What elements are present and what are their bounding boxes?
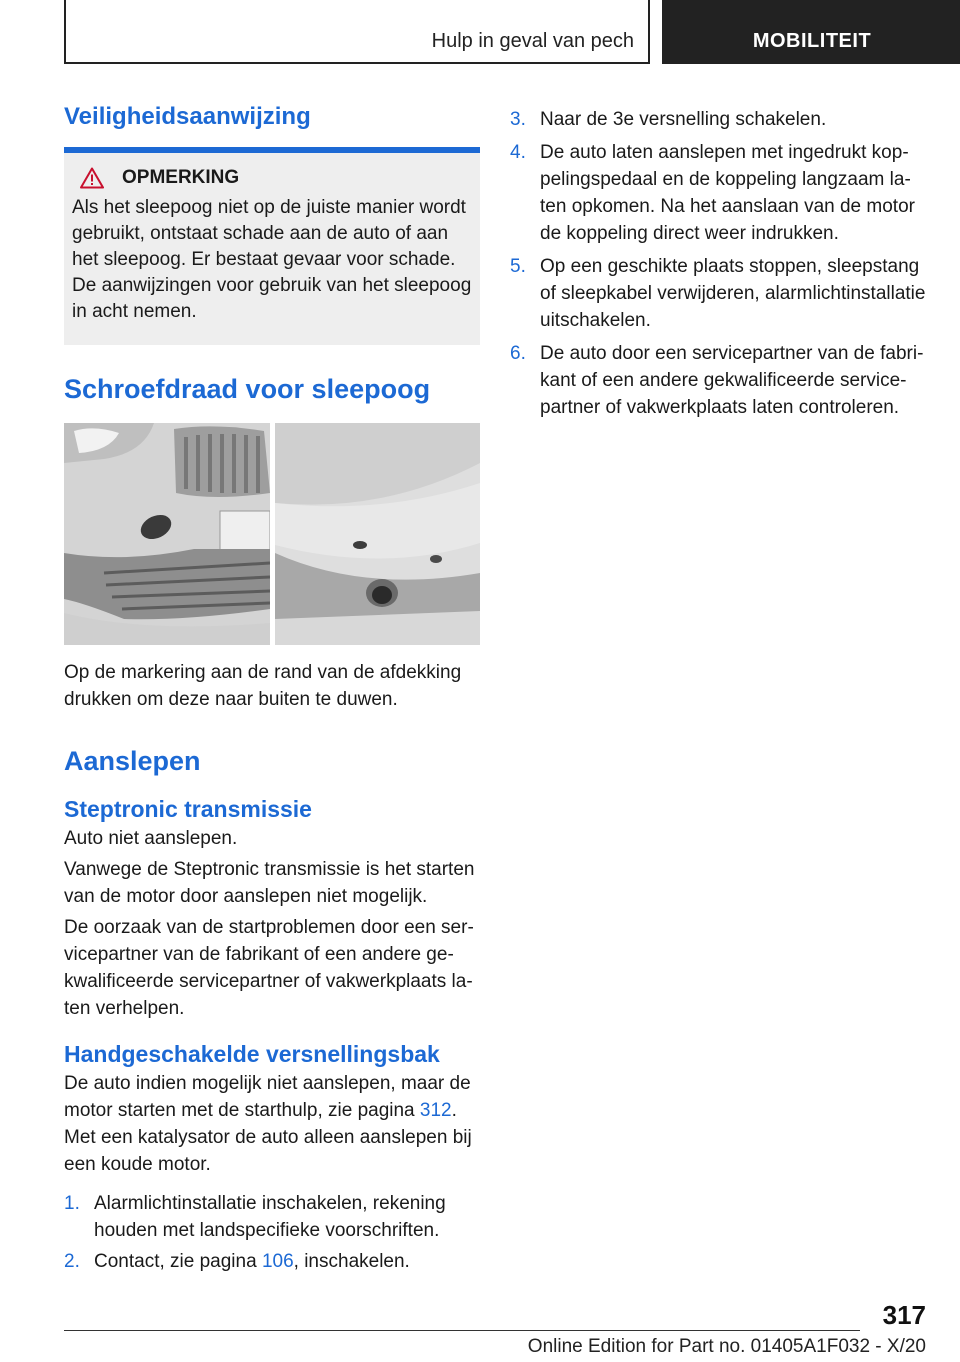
- page-link-106[interactable]: 106: [261, 1251, 294, 1272]
- list-item: [510, 253, 926, 334]
- manual-heading: Handgeschakelde versnellingsbak: [64, 1041, 440, 1067]
- edition-footer: Online Edition for Part no. 01405A1F032 - X/20: [527, 1336, 926, 1357]
- manual-p1-text: De auto indien mogelijk niet aanslepen, maar de motor starten met de starthulp, zie pagina: [64, 1073, 471, 1121]
- list-item: [510, 106, 926, 133]
- note-header: [72, 167, 472, 189]
- list-item: [64, 1190, 480, 1244]
- footer-rule: [64, 1330, 860, 1331]
- steptronic-p2: Vanwege de Steptronic transmissie is het starten van de motor door aanslepen niet mogelijk.: [64, 859, 475, 907]
- manual-p1: [64, 1070, 480, 1124]
- list-item: [510, 139, 926, 247]
- header-section-box: [64, 0, 650, 64]
- warning-triangle-icon: [80, 167, 104, 189]
- step-text: De auto door een servicepartner van de fabrikant of een andere gekwalificeerde servicepartner of vakwerkplaats laten controleren.: [540, 343, 924, 418]
- step-text: Naar de 3e versnelling schakelen.: [540, 109, 827, 130]
- steptronic-heading: Steptronic transmissie: [64, 796, 312, 822]
- header-chapter-tab[interactable]: [662, 0, 960, 64]
- header-chapter-label: MOBILITEIT: [752, 30, 872, 52]
- towing-heading: Aanslepen: [64, 746, 201, 776]
- step-text: Alarmlichtinstallatie inschakelen, rekening houden met landspecifieke voorschriften.: [94, 1193, 446, 1241]
- header-section-title: Hulp in geval van pech: [431, 30, 634, 52]
- step-number: 3.: [510, 109, 526, 130]
- steps-list-right: [510, 106, 926, 421]
- note-box: [64, 153, 480, 345]
- step-number: 6.: [510, 343, 526, 364]
- manual-p1-end: .: [451, 1100, 457, 1121]
- thread-caption: Op de markering aan de rand van de afdekking drukken om deze naar buiten te duwen.: [64, 662, 462, 710]
- step-2-end: , inschakelen.: [293, 1251, 410, 1272]
- steptronic-p3: De oorzaak van de startproblemen door een servicepartner van de fabrikant of een andere gekwalificeerde servicepartner of vakwerkplaats laten verhelpen.: [64, 917, 474, 1019]
- note-label: OPMERKING: [122, 167, 240, 188]
- thread-heading: Schroefdraad voor sleepoog: [64, 374, 431, 404]
- step-number: 5.: [510, 256, 526, 277]
- bumper-illustration: [64, 423, 480, 645]
- step-number: 1.: [64, 1193, 80, 1214]
- manual-p2: Met een katalysator de auto alleen aanslepen bij een koude motor.: [64, 1127, 472, 1175]
- steptronic-p1: Auto niet aanslepen.: [64, 828, 238, 849]
- page-number: 317: [882, 1300, 926, 1330]
- warning-heading: Veiligheidsaanwijzing: [64, 103, 311, 130]
- step-number: 2.: [64, 1251, 80, 1272]
- steps-list-left: [64, 1190, 480, 1275]
- step-text: Op een geschikte plaats stoppen, sleepstang of sleepkabel verwijderen, alarmlichtinstallatie uitschakelen.: [540, 256, 926, 331]
- right-column: [510, 106, 926, 421]
- towing-eye-photo: [64, 423, 480, 645]
- step-text: [94, 1248, 480, 1275]
- list-item: [510, 340, 926, 421]
- note-text: Als het sleepoog niet op de juiste manier wordt gebruikt, ontstaat schade aan de auto of aan het sleepoog. Er bestaat gevaar voor schade. De aanwijzingen voor gebruik van het sleepoog in acht nemen.: [72, 197, 472, 322]
- list-item: [64, 1248, 480, 1275]
- left-column: [64, 100, 480, 1275]
- step-number: 4.: [510, 142, 526, 163]
- step-text: De auto laten aanslepen met ingedrukt koppelingspedaal en de koppeling langzaam laten opkomen. Na het aanslaan van de motor de koppeling direct weer indrukken.: [540, 142, 915, 244]
- step-2-text: Contact, zie pagina: [94, 1251, 262, 1272]
- page-link-312[interactable]: 312: [419, 1100, 452, 1121]
